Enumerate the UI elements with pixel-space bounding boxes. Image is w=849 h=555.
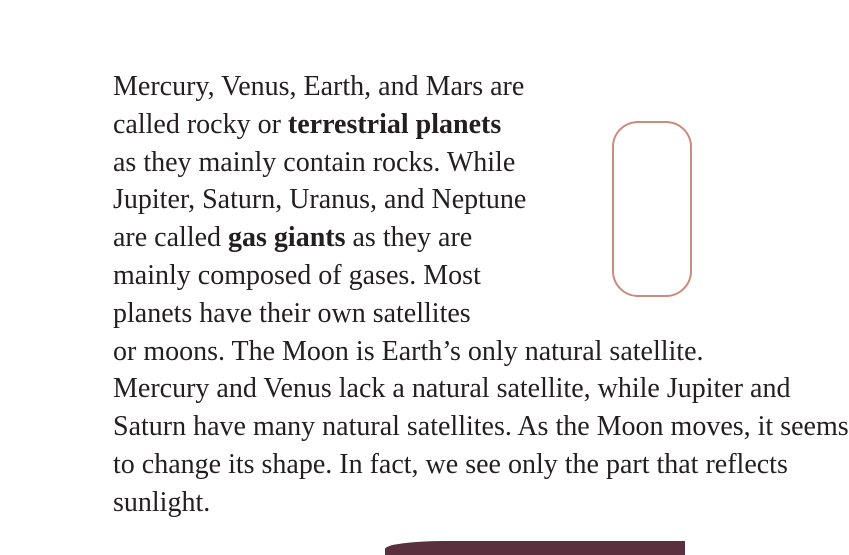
paragraph-line: Mercury and Venus lack a natural satellite, while Jupiter and: [113, 373, 791, 405]
paragraph-text: are called: [113, 222, 229, 254]
paragraph-line: or moons. The Moon is Earth’s only natural satellite.: [113, 335, 704, 367]
paragraph-line: Mercury, Venus, Earth, and Mars are: [113, 71, 525, 102]
paragraph-line: [113, 106, 813, 144]
paragraph-line: as they mainly contain rocks. While: [113, 146, 516, 178]
term-gas-giants: gas giants: [228, 222, 346, 254]
callout-box: [612, 121, 692, 297]
bottom-decorative-band: [385, 541, 685, 555]
paragraph-line: sunlight.: [113, 486, 211, 518]
paragraph-line: Saturn have many natural satellites. As the Moon moves, it seems: [113, 411, 849, 443]
paragraph-line: Jupiter, Saturn, Uranus, and Neptune: [113, 184, 527, 216]
paragraph-line: mainly composed of gases. Most: [113, 259, 481, 291]
paragraph-line: [113, 219, 813, 257]
paragraph-text: called rocky or: [113, 108, 288, 140]
term-terrestrial-planets: terrestrial planets: [287, 108, 502, 140]
paragraph-line: planets have their own satellites: [113, 297, 471, 329]
body-paragraph: [113, 68, 849, 522]
paragraph-text: as they are: [345, 222, 473, 254]
paragraph-line: to change its shape. In fact, we see only the part that reflects: [113, 448, 788, 480]
